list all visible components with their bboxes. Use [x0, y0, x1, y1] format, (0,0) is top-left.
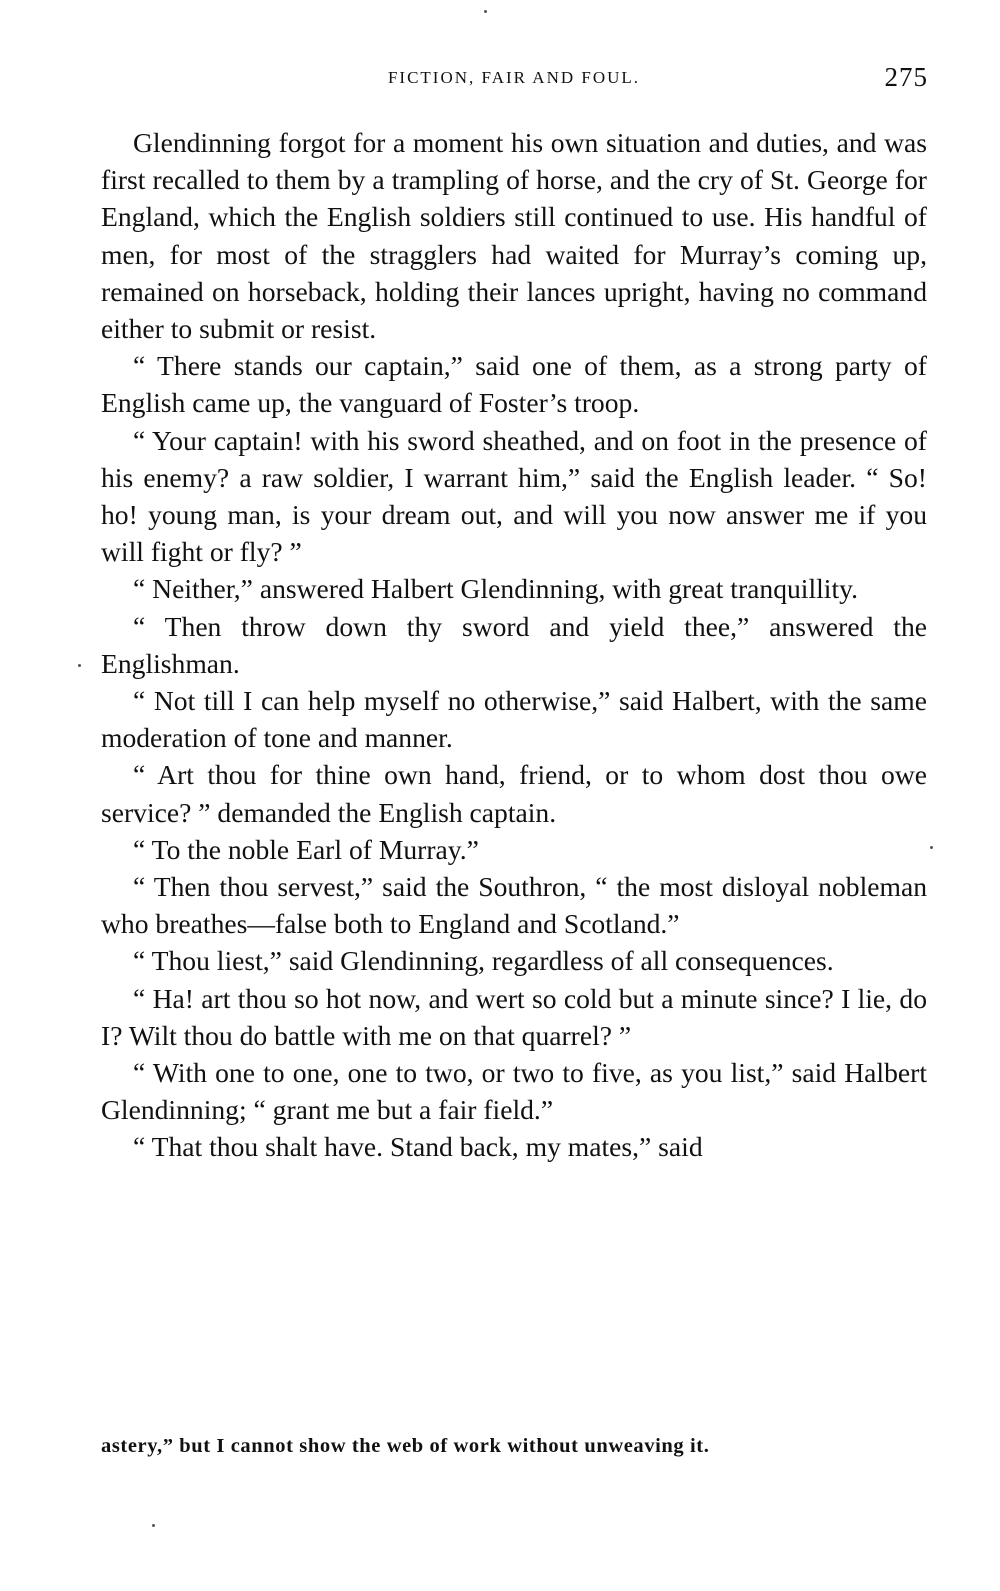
speck — [484, 10, 487, 13]
speck — [930, 846, 933, 849]
paragraph: “ Thou liest,” said Glendinning, regardless of all consequences. — [133, 945, 834, 977]
paragraph: “ There stands our captain,” said one of them, as a strong party of English came up, the vanguard of Foster’s troop. — [101, 350, 927, 419]
paragraph: “ Not till I can help myself no otherwise,” said Halbert, with the same moderation of tone and manner. — [101, 685, 927, 754]
paragraph: “ Your captain! with his sword sheathed, and on foot in the presence of his enemy? a raw soldier, I warrant him,” said the English leader. “ So! ho! young man, is your dream out, and will you now answer me if you will fight or fly? ” — [101, 424, 927, 568]
paragraph: “ To the noble Earl of Murray.” — [133, 833, 479, 865]
paragraph: “ Then thou servest,” said the Southron, “ the most disloyal nobleman who breathes—false both to England and Scotland.” — [101, 871, 927, 940]
page-number: 275 — [884, 62, 928, 92]
paragraph: “ Ha! art thou so hot now, and wert so cold but a minute since? I lie, do I? Wilt thou do battle with me on that quarrel? ” — [101, 982, 927, 1051]
footnote: astery,” but I cannot show the web of work without unweaving it. — [101, 1435, 710, 1457]
speck — [78, 664, 81, 667]
paragraph: “ Art thou for thine own hand, friend, or to whom dost thou owe service? ” demanded the English captain. — [101, 759, 927, 828]
paragraph: Glendinning forgot for a moment his own situation and duties, and was first recalled to them by a trampling of horse, and the cry of St. George for England, which the English soldiers still continued to use. His handful of men, for most of the stragglers had waited for Murray’s coming up, remained on horseback, holding their lances upright, having no command either to submit or resist. — [101, 127, 927, 345]
paragraph: “ Neither,” answered Halbert Glendinning, with great tranquillity. — [133, 573, 859, 605]
paragraph: “ With one to one, one to two, or two to five, as you list,” said Halbert Glendinning; “ grant me but a fair field.” — [101, 1057, 927, 1126]
paragraph: “ That thou shalt have. Stand back, my mates,” said — [133, 1131, 703, 1163]
paragraph: “ Then throw down thy sword and yield thee,” answered the Englishman. — [101, 610, 927, 679]
body-text — [101, 124, 927, 1166]
speck — [152, 1524, 155, 1527]
running-title: FICTION, FAIR AND FOUL. — [387, 68, 641, 87]
running-head — [100, 62, 928, 98]
